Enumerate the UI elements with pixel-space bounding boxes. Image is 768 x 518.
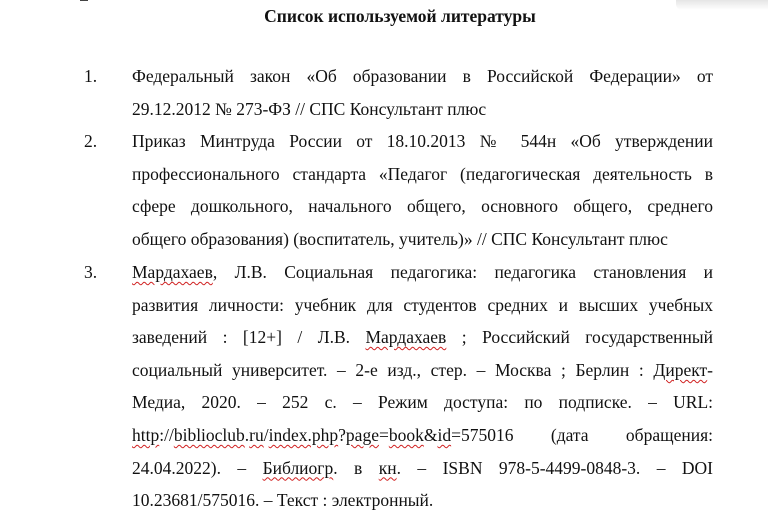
list-item-number: 1. [84, 66, 98, 86]
text-line: профессионального стандарта «Педагог (педагогическая деятельность в [132, 163, 713, 184]
spellcheck-word[interactable]: Мардахаев [132, 262, 213, 282]
page-title: Список используемой литературы [264, 6, 536, 26]
list-item-number: 3. [84, 262, 98, 282]
text-line: Приказ Минтруда России от 18.10.2013 № 544н «Об утверждении [132, 131, 713, 151]
text-line: общего образования) (воспитатель, учитель)» // СПС Консультант плюс [132, 228, 668, 249]
text-cursor-mark [80, 0, 88, 1]
text-line: развития личности: учебник для студентов средних и высших учебных [132, 294, 713, 315]
spellcheck-word[interactable]: Библиогр [262, 457, 334, 478]
list-item-text [132, 125, 713, 255]
text-line: заведений : [12+] / Л.В. Мардахаев ; Российский государственный [132, 327, 713, 348]
text-line: социальный университет. – 2-е изд., стер. – Москва ; Берлин : Директ- [132, 359, 713, 380]
spellcheck-word[interactable]: biblioclub [173, 424, 245, 445]
list-item-text [132, 256, 713, 517]
spellcheck-word[interactable]: ru [249, 424, 264, 445]
text-line: сфере дошкольного, начального общего, основного общего, среднего [132, 196, 713, 217]
spellcheck-word[interactable]: page [345, 424, 379, 445]
list-item-text [132, 60, 713, 125]
text-line: 24.04.2022). – Библиогр. в кн. – ISBN 978-5-4499-0848-3. – DOI [132, 457, 714, 478]
spellcheck-word[interactable]: book [388, 424, 424, 445]
text-line: http://biblioclub.ru/index.php?page=book&id=575016 (дата обращения: [132, 424, 713, 445]
spellcheck-word[interactable]: http [132, 424, 160, 445]
spellcheck-word[interactable]: Директ [653, 359, 708, 380]
text-line: Федеральный закон «Об образовании в Российской Федерации» от [132, 66, 713, 86]
list-item-number: 2. [84, 131, 98, 151]
text-line: Мардахаев, Л.В. Социальная педагогика: педагогика становления и [132, 262, 713, 282]
text-line: Медиа, 2020. – 252 с. – Режим доступа: по подписке. – URL: [132, 392, 713, 413]
text-line: 29.12.2012 № 273-ФЗ // СПС Консультант плюс [132, 98, 487, 119]
spellcheck-word[interactable]: кн [378, 457, 397, 478]
spellcheck-word[interactable]: Мардахаев [365, 327, 447, 348]
text-line: 10.23681/575016. – Текст : электронный. [132, 490, 434, 511]
spellcheck-word[interactable]: id [437, 424, 452, 445]
spellcheck-word[interactable]: index.php [268, 424, 339, 445]
